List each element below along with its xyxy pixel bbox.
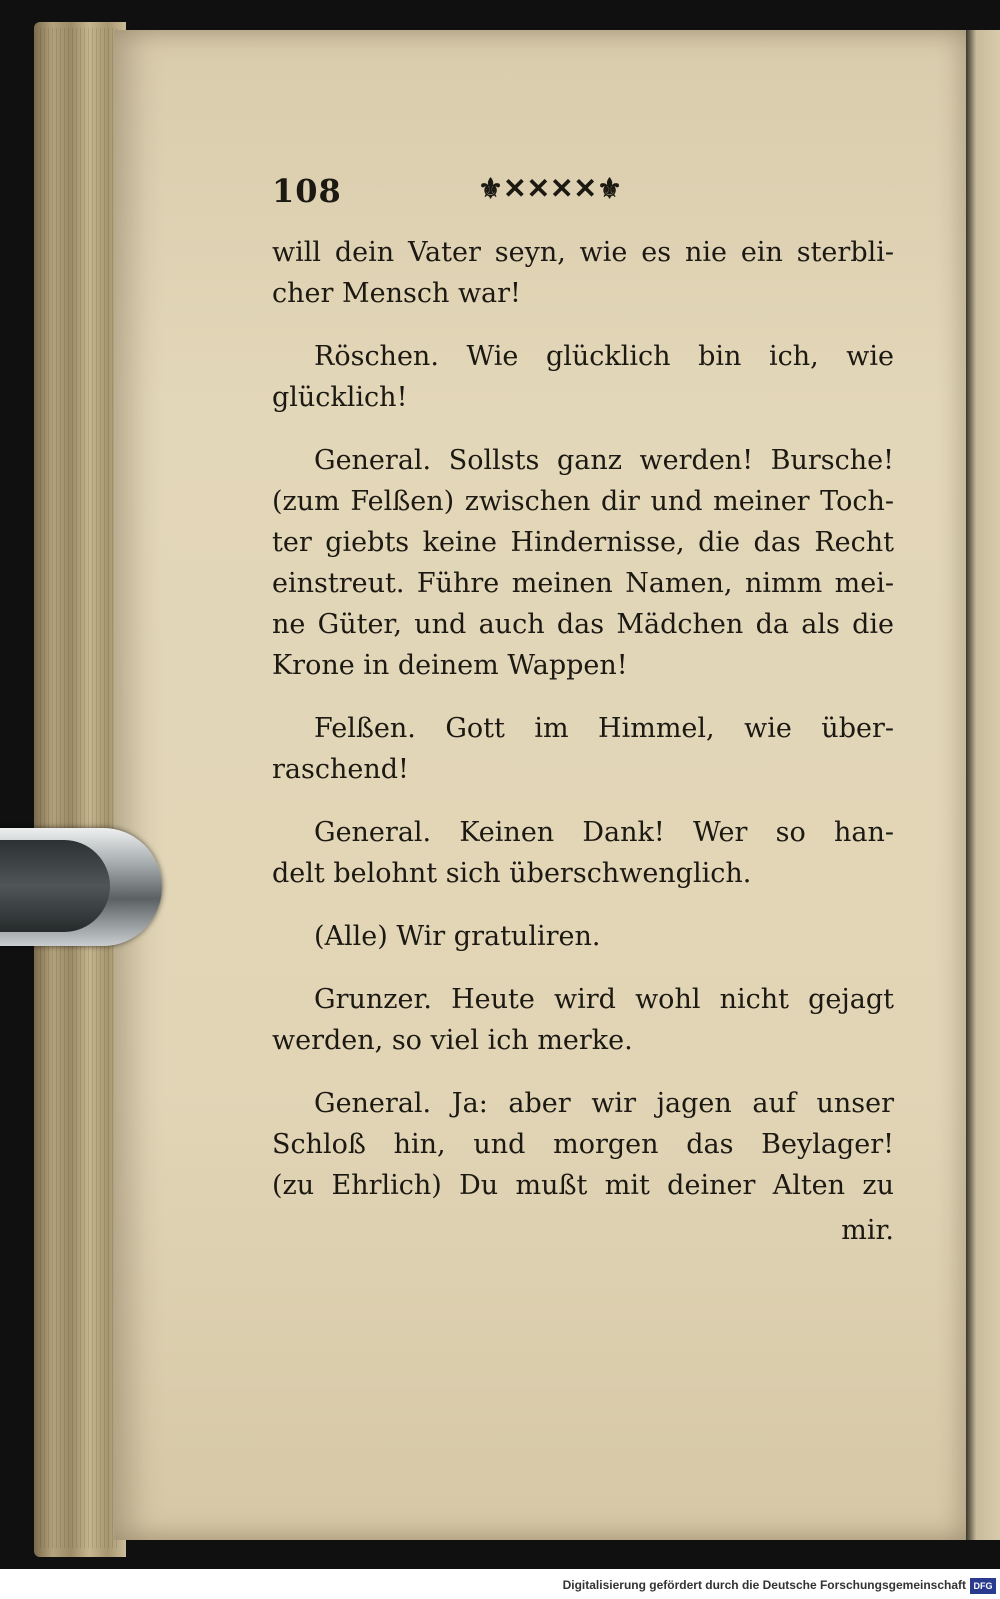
facing-page-edge	[966, 30, 1000, 1540]
paragraph	[272, 336, 894, 418]
text-line: Krone in deinem Wappen!	[272, 650, 628, 681]
footer-bar	[0, 1569, 1000, 1599]
text-line: (zu Ehrlich) Du mußt mit deiner Alten zu	[272, 1170, 894, 1201]
page-edges	[40, 28, 120, 1548]
text-line: ter giebts keine Hindernisse, die das Recht	[272, 527, 894, 558]
page-number: 108	[272, 172, 342, 210]
paragraph	[272, 708, 894, 790]
paragraph	[272, 1083, 894, 1206]
page-text	[272, 172, 894, 1251]
text-line: cher Mensch war!	[272, 278, 521, 309]
speaker-line: Grunzer. Heute wird wohl nicht gejagt	[314, 984, 894, 1015]
speaker-line: General. Sollsts ganz werden! Bursche!	[314, 445, 894, 476]
speaker-line: General. Ja: aber wir jagen auf unser	[314, 1088, 894, 1119]
clip-shadow	[0, 840, 110, 932]
text-line: glücklich!	[272, 382, 408, 413]
text-line: Schloß hin, und morgen das Beylager!	[272, 1129, 894, 1160]
page-holder-clip	[0, 828, 162, 946]
text-line: will dein Vater seyn, wie es nie ein sterbli-	[272, 237, 894, 268]
text-line: raschend!	[272, 754, 409, 785]
text-line: werden, so viel ich merke.	[272, 1025, 633, 1056]
catchword: mir.	[841, 1215, 894, 1246]
speaker-line: Röschen. Wie glücklich bin ich, wie	[314, 341, 894, 372]
paragraph	[272, 440, 894, 686]
text-line: einstreut. Führe meinen Namen, nimm mei-	[272, 568, 894, 599]
text-line: (zum Felßen) zwischen dir und meiner Toch-	[272, 486, 894, 517]
footer-credit: Digitalisierung gefördert durch die Deutsche Forschungsgemeinschaft	[562, 1578, 966, 1592]
dfg-logo-icon: DFG	[970, 1578, 996, 1594]
speaker-line: Felßen. Gott im Himmel, wie über-	[314, 713, 894, 744]
paragraph	[272, 916, 894, 957]
text-line: ne Güter, und auch das Mädchen da als die	[272, 609, 894, 640]
paragraph	[272, 232, 894, 314]
page-header	[272, 172, 894, 232]
paragraph	[272, 812, 894, 894]
paragraph	[272, 979, 894, 1061]
text-line: delt belohnt sich überschwenglich.	[272, 858, 752, 889]
header-ornament: ⚜✕✕✕✕⚜	[478, 172, 623, 205]
stage-direction-line: (Alle) Wir gratuliren.	[314, 921, 601, 952]
speaker-line: General. Keinen Dank! Wer so han-	[314, 817, 894, 848]
